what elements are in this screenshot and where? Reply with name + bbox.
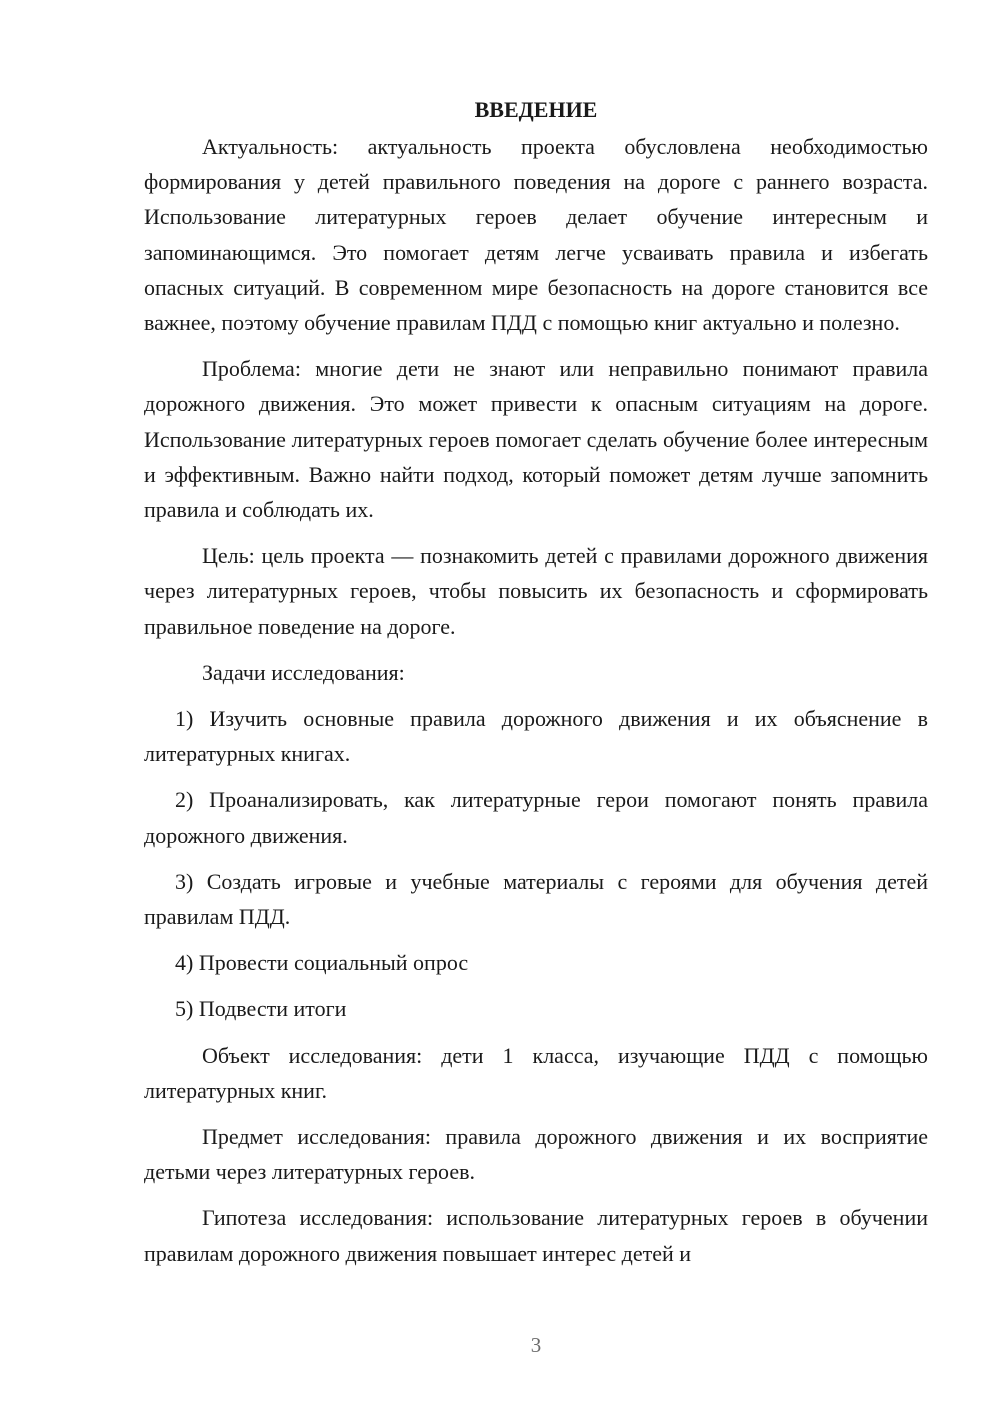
page-number: 3 [530, 1333, 542, 1357]
paragraph-relevance: Актуальность: актуальность проекта обусловлена необходимостью формирования у детей правильного поведения на дороге с раннего возраста. Использование литературных героев делает обучение интересным и запоминающимся. Это помогает детям легче усваивать правила и избегать опасных ситуаций. В современном мире безопасность на дороге становится все важнее, поэтому обучение правилам ПДД с помощью книг актуально и полезно. [144, 134, 928, 336]
list-item: 1) Изучить основные правила дорожного движения и их объяснение в литературных книгах. [144, 706, 928, 767]
paragraph-subject: Предмет исследования: правила дорожного движения и их восприятие детьми через литературных героев. [144, 1124, 928, 1185]
tasks-list [144, 701, 928, 1027]
list-item: 2) Проанализировать, как литературные герои помогают понять правила дорожного движения. [144, 787, 928, 848]
list-item: 3) Создать игровые и учебные материалы с героями для обучения детей правилам ПДД. [144, 868, 928, 930]
paragraph-object: Объект исследования: дети 1 класса, изучающие ПДД с помощью литературных книг. [144, 1042, 928, 1103]
paragraph-problem: Проблема: многие дети не знают или неправильно понимают правила дорожного движения. Это может привести к опасным ситуациям на дороге. Использование литературных героев помогает сделать обучение более интересным и эффективным. Важно найти подход, который поможет детям лучше запомнить правила и соблюдать их. [144, 356, 928, 523]
paragraph-goal: Цель: цель проекта — познакомить детей с правилами дорожного движения через литературных героев, чтобы повысить их безопасность и сформировать правильное поведение на дороге. [144, 543, 928, 639]
paragraph-hypothesis: Гипотеза исследования: использование литературных героев в обучении правилам дорожного движения повышает интерес детей и [144, 1205, 928, 1266]
tasks-heading: Задачи исследования: [202, 659, 405, 685]
list-item: 4) Провести социальный опрос [175, 950, 469, 976]
page-title: ВВЕДЕНИЕ [474, 97, 598, 122]
list-item: 5) Подвести итоги [175, 996, 347, 1022]
document-page [144, 92, 928, 1282]
